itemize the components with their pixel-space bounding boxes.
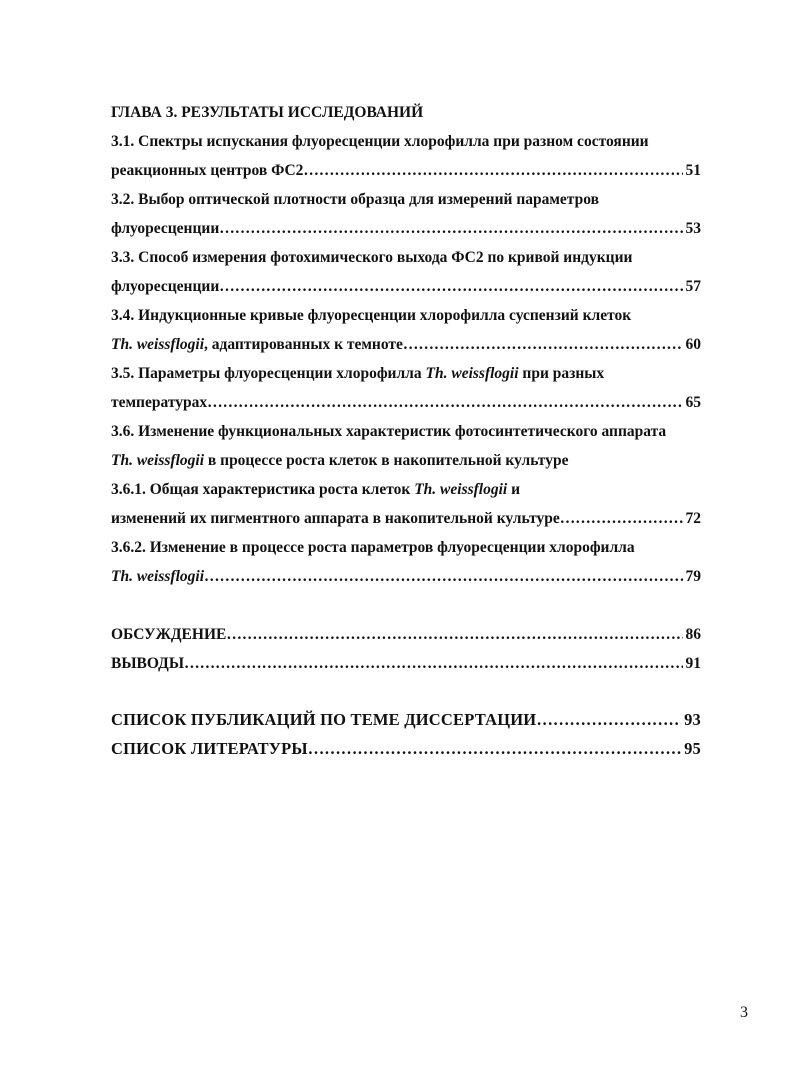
toc-page-number: 72: [685, 510, 701, 527]
leader-dots: [184, 649, 682, 678]
species-name: Th. weissflogii: [111, 452, 205, 469]
toc-entry-3-3-line2: флуоресценции ……………………………………………………………………………………………………………………………… 57: [111, 272, 701, 301]
toc-entry-3-5-line1: 3.5. Параметры флуоресценции хлорофилла Th. weissflogii при разных: [111, 365, 605, 382]
leader-dots: [219, 272, 682, 301]
toc-entry-3-4-line1: 3.4. Индукционные кривые флуоресценции хлорофилла суспензий клеток: [111, 307, 632, 324]
chapter-title: ГЛАВА 3. РЕЗУЛЬТАТЫ ИССЛЕДОВАНИЙ: [111, 104, 424, 121]
toc-page-number: 65: [685, 394, 701, 411]
species-name: Th. weissflogii: [111, 336, 205, 353]
toc-entry-3-6-2-line1: 3.6.2. Изменение в процессе роста параметров флуоресценции хлорофилла: [111, 539, 635, 556]
toc-conclusions: ВЫВОДЫ ……………………………………………………………………………………………………………………………… 91: [111, 649, 701, 678]
toc-entry-3-5-line2: температурах ……………………………………………………………………………………………………………………………… 65: [111, 388, 701, 417]
toc-discussion: ОБСУЖДЕНИЕ ……………………………………………………………………………………………………………………………… 86: [111, 620, 701, 649]
toc-entry-3-2-line1: 3.2. Выбор оптической плотности образца для измерений параметров: [111, 191, 599, 208]
leader-dots: [207, 388, 682, 417]
toc-entry-3-3-line1: 3.3. Способ измерения фотохимического выхода ФС2 по кривой индукции: [111, 249, 633, 266]
toc-entry-3-6-line2: Th. weissflogii в процессе роста клеток в накопительной культуре: [111, 452, 569, 469]
toc-entry-3-6-1-line1: 3.6.1. Общая характеристика роста клеток Th. weissflogii и: [111, 481, 521, 498]
toc-entry-3-6-line1: 3.6. Изменение функциональных характеристик фотосинтетического аппарата: [111, 423, 667, 440]
toc-entry-3-1-line1: 3.1. Спектры испускания флуоресценции хлорофилла при разном состоянии: [111, 133, 649, 150]
leader-dots: [204, 562, 682, 591]
toc-publications: СПИСОК ПУБЛИКАЦИЙ ПО ТЕМЕ ДИССЕРТАЦИИ ……………………………………………………………………………………………………………………………… 93: [111, 705, 701, 734]
toc-page-number: 79: [685, 568, 701, 585]
leader-dots: [536, 705, 681, 734]
leader-dots: [219, 214, 682, 243]
species-name: Th. weissflogii: [414, 481, 508, 498]
species-name: Th. weissflogii: [111, 568, 205, 585]
toc-page-number: 95: [684, 739, 701, 758]
toc-page-number: 60: [685, 336, 701, 353]
leader-dots: [560, 504, 683, 533]
toc-page-number: 51: [685, 162, 701, 179]
leader-dots: [403, 330, 683, 359]
toc-page-number: 93: [684, 710, 701, 729]
species-name: Th. weissflogii: [425, 365, 519, 382]
toc-entry-3-1-line2: реакционных центров ФС2 ……………………………………………………………………………………………………………………………… 51: [111, 156, 701, 185]
toc-page-number: 53: [685, 220, 701, 237]
toc-entry-3-6-1-line2: изменений их пигментного аппарата в накопительной культуре ……………………………………………………………………………………………………………………………… 72: [111, 504, 701, 533]
leader-dots: [303, 156, 682, 185]
toc-entry-3-2-line2: флуоресценции ……………………………………………………………………………………………………………………………… 53: [111, 214, 701, 243]
toc-page-number: 86: [685, 626, 701, 643]
page-number: 3: [740, 1004, 748, 1021]
toc-page-number: 91: [685, 655, 701, 672]
toc-entry-3-6-2-line2: [111, 562, 701, 591]
leader-dots: [308, 734, 681, 763]
toc-literature: СПИСОК ЛИТЕРАТУРЫ ……………………………………………………………………………………………………………………………… 95: [111, 734, 701, 763]
table-of-contents: [111, 98, 701, 763]
toc-page-number: 57: [685, 278, 701, 295]
toc-entry-3-4-line2: Th. weissflogii, адаптированных к темноте ……………………………………………………………………………………………………………………………… 60: [111, 330, 701, 359]
leader-dots: [226, 620, 682, 649]
